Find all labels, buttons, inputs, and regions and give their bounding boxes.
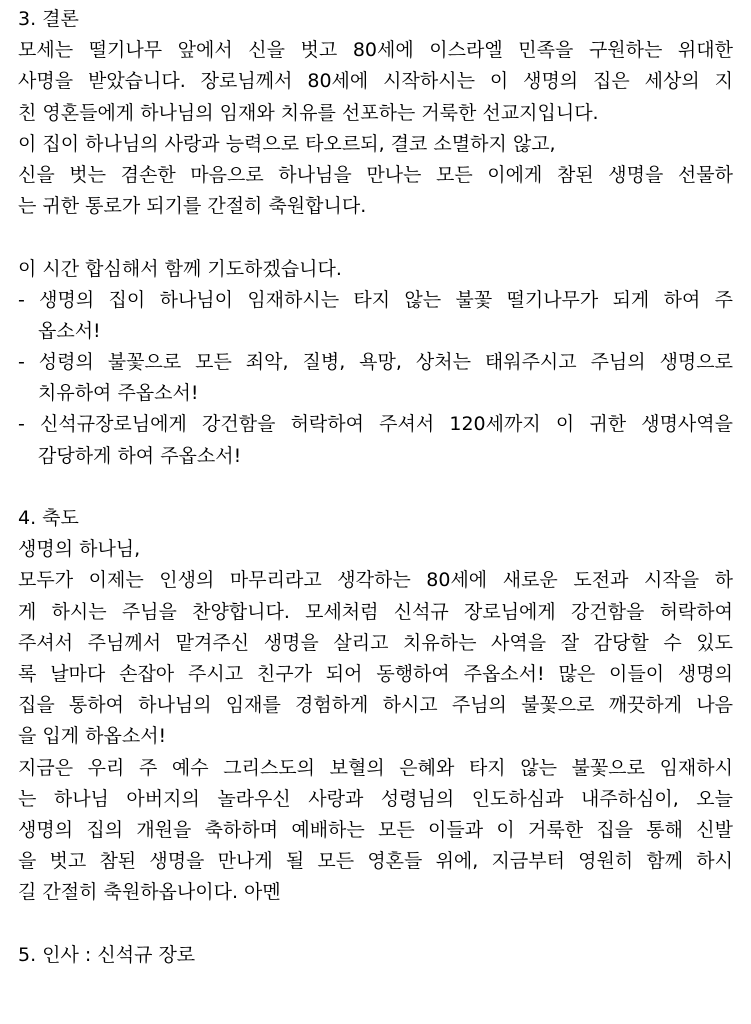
blank-line (18, 908, 733, 939)
prayer-intro: 이 시간 합심해서 함께 기도하겠습니다. (18, 257, 342, 280)
benediction-line: 록 날마다 손잡아 주시고 친구가 되어 동행하여 주옵소서! 많은 이들이 생명의 (18, 662, 733, 685)
benediction-line: 길 간절히 축원하옵나이다. 아멘 (18, 881, 281, 904)
benediction-line: 집을 통하여 하나님의 임재를 경험하게 하시고 주님의 불꽃으로 깨끗하게 나음 (18, 694, 733, 717)
conclusion-line: 친 영혼들에게 하나님의 임재와 치유를 선포하는 거룩한 선교지입니다. (18, 101, 599, 124)
blank-line (18, 222, 733, 253)
benediction-line: 모두가 이제는 인생의 마무리라고 생각하는 80세에 새로운 도전과 시작을 하 (18, 569, 733, 592)
blank-line (18, 472, 733, 503)
benediction-line: 게 하시는 주님을 찬양합니다. 모세처럼 신석규 장로님에게 강건함을 허락하여 (18, 600, 733, 623)
prayer-item-continuation: 옵소서! (38, 319, 101, 342)
benediction-line: 주셔서 주님께서 맡겨주신 생명을 살리고 치유하는 사역을 잘 감당할 수 있도 (18, 631, 733, 654)
conclusion-line: 신을 벗는 겸손한 마음으로 하나님을 만나는 모든 이에게 참된 생명을 선물하 (18, 163, 733, 186)
section-5-heading: 5. 인사 : 신석규 장로 (18, 943, 196, 966)
section-3-heading: 3. 결론 (18, 8, 79, 30)
prayer-item-continuation: 치유하여 주옵소서! (38, 382, 199, 405)
prayer-item: - 신석규장로님에게 강건함을 허락하여 주셔서 120세까지 이 귀한 생명사역을 (18, 413, 733, 436)
benediction-line: 생명의 집의 개원을 축하하며 예배하는 모든 이들과 이 거룩한 집을 통해 신발 (18, 818, 733, 841)
benediction-line: 생명의 하나님, (18, 538, 141, 561)
prayer-item-continuation: 감당하게 하여 주옵소서! (38, 444, 242, 467)
conclusion-line: 는 귀한 통로가 되기를 간절히 축원합니다. (18, 195, 367, 218)
benediction-line: 지금은 우리 주 예수 그리스도의 보혈의 은혜와 타지 않는 불꽃으로 임재하시 (18, 756, 733, 779)
conclusion-line: 이 집이 하나님의 사랑과 능력으로 타오르되, 결코 소멸하지 않고, (18, 132, 556, 155)
prayer-item: - 성령의 불꽃으로 모든 죄악, 질병, 욕망, 상처는 태워주시고 주님의 생명으로 (18, 351, 733, 374)
conclusion-line: 모세는 떨기나무 앞에서 신을 벗고 80세에 이스라엘 민족을 구원하는 위대한 (18, 39, 733, 62)
prayer-item: - 생명의 집이 하나님이 임재하시는 타지 않는 불꽃 떨기나무가 되게 하여 주 (18, 288, 733, 311)
benediction-line: 는 하나님 아버지의 놀라우신 사랑과 성령님의 인도하심과 내주하심이, 오늘 (18, 787, 733, 810)
benediction-line: 을 벗고 참된 생명을 만나게 될 모든 영혼들 위에, 지금부터 영원히 함께 하시 (18, 850, 733, 873)
section-4-heading: 4. 축도 (18, 507, 79, 529)
conclusion-line: 사명을 받았습니다. 장로님께서 80세에 시작하시는 이 생명의 집은 세상의 지 (18, 70, 733, 93)
benediction-line: 을 입게 하옵소서! (18, 725, 167, 748)
